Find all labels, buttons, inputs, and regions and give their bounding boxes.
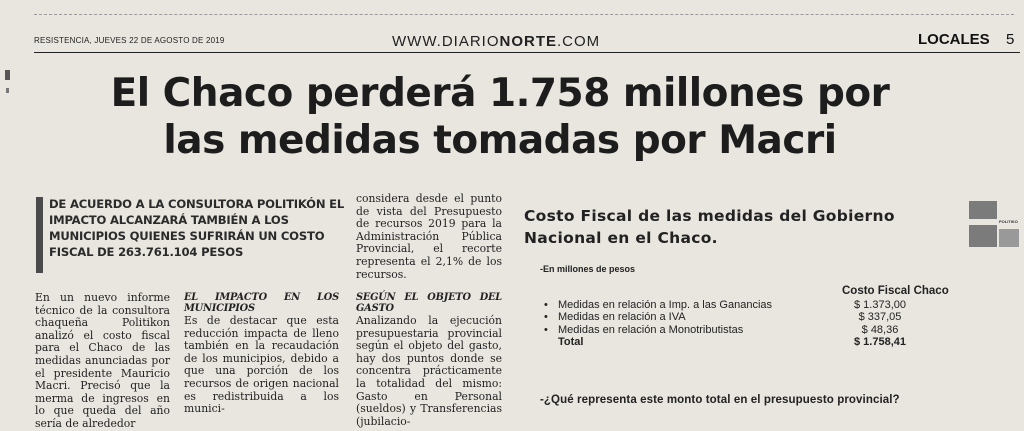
table-question: -¿Qué representa este monto total en el presupuesto provincial? — [540, 394, 900, 406]
header-section: LOCALES — [918, 31, 990, 48]
table-total-value: $ 1.758,41 — [854, 336, 906, 349]
header-rule — [34, 52, 1020, 53]
logo-text: POLITIKO — [999, 219, 1018, 224]
section-subheading: EL IMPACTO EN LOS MUNICIPIOS — [184, 292, 339, 314]
body-column-2 — [184, 292, 339, 416]
table-row-label: Medidas en relación a Imp. a las Ganancias — [558, 299, 773, 311]
body-column-3-top — [356, 193, 502, 281]
margin-mark — [6, 88, 9, 93]
logo-block — [969, 225, 997, 247]
deck-bar — [36, 197, 43, 273]
table-row-value: $ 337,05 — [858, 311, 902, 324]
body-column-3 — [356, 292, 502, 428]
headline-line-2: las medidas tomadas por Macri — [163, 118, 837, 163]
margin-mark — [5, 70, 10, 80]
body-column-1 — [35, 292, 170, 431]
body-paragraph: En un nuevo informe técnico de la consultora chaqueña Politikon analizó el costo fiscal para el Chaco de las medidas anunciadas por el presidente Mauricio Macri. Precisó que la merma de ingresos en lo que queda del año sería de alrededor — [35, 291, 170, 430]
header-page-number: 5 — [1006, 31, 1015, 48]
logo-block — [999, 229, 1019, 247]
headline-line-1: El Chaco perderá 1.758 millones por — [110, 71, 890, 116]
logo-block — [969, 201, 997, 219]
row-bullet: • — [544, 311, 548, 324]
table-row-label: Medidas en relación a Monotributistas — [558, 323, 744, 336]
body-paragraph: considera desde el punto de vista del Presupuesto de recursos 2019 para la Administración Pública Provincial, el recorte representa el 2,1% de los recursos. — [356, 192, 502, 281]
headline — [40, 70, 960, 164]
section-subheading: SEGÚN EL OBJETO DEL GASTO — [356, 292, 502, 314]
table-units-note: -En millones de pesos — [540, 264, 636, 274]
table-row-label: Medidas en relación a IVA — [558, 311, 686, 324]
deck-subheadline: DE ACUERDO A LA CONSULTORA POLITIKÓN EL IMPACTO ALCANZARÁ TAMBIÉN A LOS MUNICIPIOS QUIENES SUFRIRÁN UN COSTO FISCAL DE 263.761.104 PESOS — [49, 197, 345, 259]
table-row-value: $ 48,36 — [861, 323, 899, 336]
table-row-value: $ 1.373,00 — [854, 299, 906, 311]
header-date: RESISTENCIA, JUEVES 22 DE AGOSTO DE 2019 — [34, 36, 225, 45]
body-paragraph: Analizando la ejecución presupuestaria provincial según el objeto del gasto, hay dos puntos donde se concentra prácticamente la totalidad del mismo: Gasto en Personal (sueldos) y Transferencias (jubilacio- — [356, 314, 502, 428]
row-bullet: • — [544, 299, 548, 311]
politikon-logo — [969, 201, 1021, 247]
body-paragraph: Es de destacar que esta reducción impacta de lleno también en la recaudación de los municipios, debido a que una porción de los recursos de origen nacional es redistribuida a los munici- — [184, 314, 339, 416]
table-column-header: Costo Fiscal Chaco — [842, 285, 949, 297]
header-site-url: WWW.DIARIONORTE.COM — [392, 33, 601, 50]
table-title: Costo Fiscal de las medidas del Gobierno Nacional en el Chaco. — [524, 207, 895, 247]
row-bullet: • — [544, 323, 548, 336]
table-total-label: Total — [558, 336, 584, 349]
top-dashed-rule — [34, 14, 1014, 15]
